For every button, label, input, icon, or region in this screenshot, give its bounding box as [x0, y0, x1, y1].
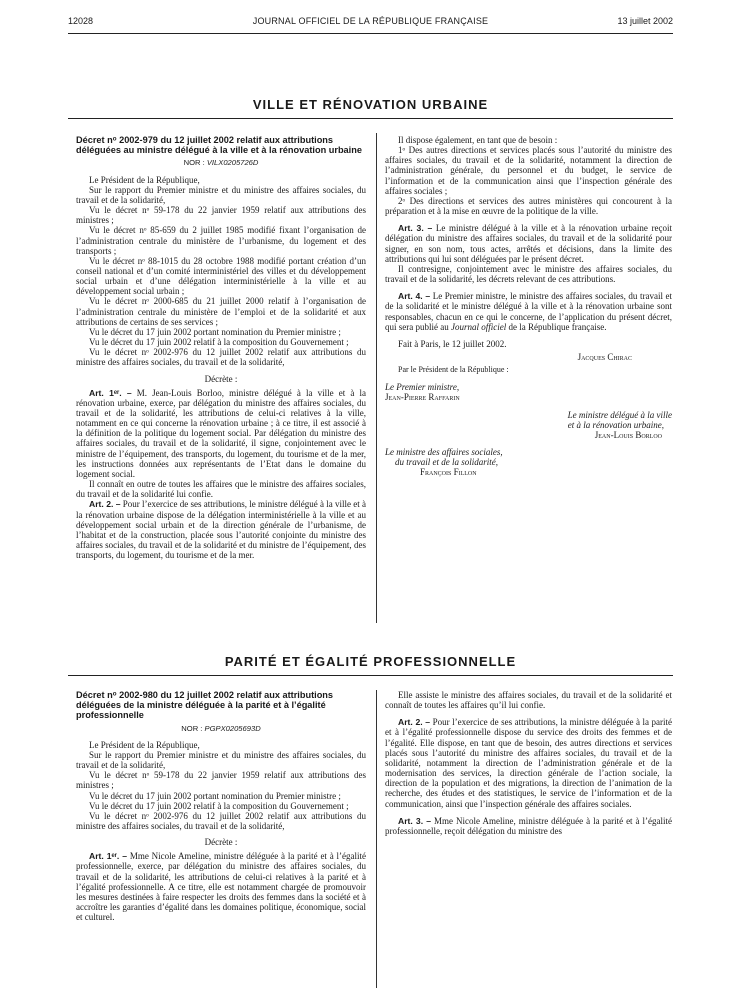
preamble-paragraph: Vu le décret nᵒ 2000-685 du 21 juillet 2000 relatif à l’organisation de l’administration centrale du ministère de l’emploi et de la solidarité et aux attributions de certains de ses services ; — [76, 296, 366, 327]
article-paragraph: 2ᵒ Des directions et services des autres ministères qui concourent à la préparation et à la mise en œuvre de la politique de la ville. — [385, 195, 672, 217]
section-heading-ville: VILLE ET RÉNOVATION URBAINE — [252, 97, 489, 112]
preamble-paragraph: Vu le décret du 17 juin 2002 relatif à la composition du Gouvernement ; — [89, 337, 349, 348]
article-text: Mme Nicole Ameline, ministre déléguée à la parité et à l’égalité professionnelle, exerce, par délégation du ministre des affaires sociales, du travail et de la solidarité, les attributions de celui-ci relatives à la parité et à l’égalité professionnelle. A ce titre, elle est notamment chargée de promouvoir les mesures destinées à faire respecter les droits des femmes dans la société et à accroître les garanties d’égalité dans les domaines politique, économique, social et culturel. — [76, 851, 366, 923]
journal-officiel-italic: Journal officiel — [450, 321, 507, 332]
article-label: Art. 1ᵉʳ. – — [89, 851, 128, 862]
running-header — [68, 16, 673, 30]
pm-title: Le Premier ministre, — [385, 382, 460, 393]
page-number: 12028 — [68, 16, 94, 26]
decrete-label: Décrète : — [204, 837, 238, 848]
par-le-president: Par le Président de la République : — [398, 365, 509, 375]
preamble-paragraph: Vu le décret nᵒ 2002-976 du 12 juillet 2002 relatif aux attributions du ministre des affaires sociales, du travail et de la solidarité, — [76, 810, 366, 832]
decree-980-left-column — [76, 690, 366, 988]
journal-title: JOURNAL OFFICIEL DE LA RÉPUBLIQUE FRANÇAISE — [252, 16, 489, 26]
delegate-title-line-2: et à la rénovation urbaine, — [567, 419, 664, 430]
issue-date: 13 juillet 2002 — [617, 16, 673, 26]
nor-value: VILX0205726D — [206, 158, 259, 168]
article-1 — [76, 851, 366, 922]
article-paragraph: Elle assiste le ministre des affaires sociales, du travail et de la solidarité et connaît de toutes les affaires qu’il lui confie. — [385, 690, 672, 711]
article-label: Art. 2. – — [89, 499, 121, 510]
preamble-paragraph: Vu le décret nᵒ 59-178 du 22 janvier 1959 relatif aux attributions des ministres ; — [76, 770, 366, 791]
section-rule — [68, 675, 673, 676]
preamble-paragraph: Vu le décret du 17 juin 2002 relatif à la composition du Gouvernement ; — [89, 800, 349, 811]
section-heading-parite: PARITÉ ET ÉGALITÉ PROFESSIONNELLE — [224, 654, 517, 669]
article-text: Pour l’exercice de ses attributions, la ministre déléguée à la parité et à l’égalité professionnelle dispose du service des droits des femmes et de l’égalité. Elle dispose, en tant que de besoin, des autres directions et services placés sous l’autorité du ministre des affaires sociales, du travail et de la solidarité, notamment la direction de l’administration générale et de la modernisation des services, la direction générale de l’action sociale, la direction de la population et des migrations, la direction de l’animation de la recherche, des études et des statistiques, le service de l’information et de la communication, ainsi que l’inspection générale des affaires sociales. — [385, 717, 672, 809]
article-label: Art. 3. – — [398, 815, 431, 826]
nor-value: PGPX0205693D — [204, 723, 261, 733]
social-minister-title-line-2: du travail et de la solidarité, — [395, 457, 498, 468]
nor-label: NOR : — [183, 158, 205, 168]
signatory-president: Jacques Chirac — [577, 351, 632, 362]
preamble-paragraph: Vu le décret du 17 juin 2002 portant nomination du Premier ministre ; — [89, 790, 341, 801]
nor-reference — [76, 158, 366, 168]
section-rule — [68, 118, 673, 119]
delegate-title-line-1: Le ministre délégué à la ville — [567, 409, 672, 420]
preamble-paragraph: Vu le décret nᵒ 2002-976 du 12 juillet 2002 relatif aux attributions du ministre des affaires sociales, du travail et de la solidarité, — [76, 347, 366, 368]
article-paragraph: Il contresigne, conjointement avec le ministre des affaires sociales, du travail et de la solidarité, les décrets relevant de ces attributions. — [385, 263, 672, 285]
article-text: Le ministre délégué à la ville et à la rénovation urbaine reçoit délégation du ministre des affaires sociales, du travail et de la solidarité pour signer, en son nom, tous actes, arrêtés et décisions, dans la limite des attributions qui lui sont déléguées par le présent décret. — [385, 223, 672, 264]
pm-name: Jean-Pierre Raffarin — [385, 392, 460, 403]
decree-title: Décret nᵒ 2002-980 du 12 juillet 2002 relatif aux attributions déléguées de la ministre déléguée à la parité et à l’égalité professionnelle — [76, 690, 334, 721]
article-3 — [385, 223, 672, 264]
column-divider — [376, 690, 377, 988]
preamble-paragraph: Vu le décret nᵒ 88-1015 du 28 octobre 1988 modifié portant création d’un conseil national et d’un comité interministériel des villes et du développement social urbain et d’une délégation interministérielle à la ville et au développement social urbain ; — [76, 255, 366, 297]
preamble-paragraph: Vu le décret du 17 juin 2002 portant nomination du Premier ministre ; — [89, 326, 341, 337]
delegate-name: Jean-Louis Borloo — [594, 429, 662, 440]
preamble-paragraph: Sur le rapport du Premier ministre et du ministre des affaires sociales, du travail et de la solidarité, — [76, 749, 366, 771]
preamble-paragraph: Sur le rapport du Premier ministre et du ministre des affaires sociales, du travail et de la solidarité, — [76, 184, 366, 205]
article-label: Art. 3. – — [398, 223, 433, 234]
decree-980-right-column — [385, 690, 672, 988]
article-paragraph: Il dispose également, en tant que de besoin : — [398, 135, 558, 145]
preamble-paragraph: Vu le décret nᵒ 85-659 du 2 juillet 1985 modifié fixant l’organisation de l’administration centrale du ministère de l’urbanisme, du logement et des transports ; — [76, 225, 366, 256]
article-text: M. Jean-Louis Borloo, ministre délégué à la ville et à la rénovation urbaine, exerce, par délégation du ministre des affaires sociales, du travail et de la solidarité, les attributions de celui-ci relatives à la ville, notamment en ce qui concerne la rénovation urbaine ; à ce titre, il est associé à la définition de la politique du logement social. Par délégation du ministre des affaires sociales, du travail et de la solidarité, il signe, conjointement avec le ministre de l’équipement, des transports, du logement, du tourisme et de la mer, les instructions données aux représentants de l’Etat dans le domaine du logement social. — [76, 387, 366, 479]
article-2 — [385, 717, 672, 808]
article-text: Pour l’exercice de ses attributions, le ministre délégué à la ville et à la rénovation urbaine dispose de la délégation interministérielle à la ville et au développement social urbain et de la direction générale de l’urbanisme, de l’habitat et de la construction, placée sous l’autorité conjointe du ministre des affaires sociales, du travail et de la solidarité et du ministre de l’équipement, des transports, du logement, du tourisme et de la mer. — [76, 499, 366, 561]
signature-place-date: Fait à Paris, le 12 juillet 2002. — [398, 338, 507, 349]
preamble-paragraph: Le Président de la République, — [89, 739, 200, 750]
decree-979-right-column — [385, 135, 672, 625]
social-minister-title-line-1: Le ministre des affaires sociales, — [385, 447, 503, 458]
article-text: Mme Nicole Ameline, ministre déléguée à la parité et à l’égalité professionnelle, reçoit délégation du ministre des — [385, 815, 672, 836]
article-label: Art. 1ᵉʳ. – — [89, 387, 132, 398]
article-2 — [76, 499, 366, 560]
article-label: Art. 2. – — [398, 717, 431, 728]
article-paragraph: Il connaît en outre de toutes les affaires que le ministre des affaires sociales, du travail et de la solidarité lui confie. — [76, 479, 366, 500]
preamble-paragraph: Vu le décret nᵒ 59-178 du 22 janvier 1959 relatif aux attributions des ministres ; — [76, 205, 366, 226]
decree-title: Décret nᵒ 2002-979 du 12 juillet 2002 relatif aux attributions déléguées au ministre délégué à la ville et à la rénovation urbaine — [76, 135, 362, 156]
header-rule — [68, 33, 673, 34]
preamble-paragraph: Le Président de la République, — [89, 174, 200, 185]
social-minister-name: François Fillon — [420, 467, 477, 478]
decree-979-left-column — [76, 135, 366, 560]
decrete-label: Décrète : — [204, 373, 238, 384]
article-1 — [76, 388, 366, 479]
nor-reference — [76, 724, 366, 734]
article-text: de la République française. — [508, 321, 607, 332]
article-text: Le Premier ministre, le ministre des affaires sociales, du travail et de la solidarité et le ministre délégué à la ville et à la rénovation urbaine sont responsables, chacun en ce qui le concerne, de l’application du présent décret, qui sera publié au — [385, 291, 672, 332]
article-3 — [385, 816, 672, 836]
nor-label: NOR : — [181, 723, 203, 733]
article-label: Art. 4. – — [398, 291, 431, 302]
article-4 — [385, 291, 672, 332]
article-paragraph: 1ᵒ Des autres directions et services placés sous l’autorité du ministre des affaires sociales, du travail et de la solidarité, notamment la direction de l’administration générale, du personnel et du budget, le service de l’information et de la communication ainsi que l’inspection générale des affaires sociales ; — [385, 145, 672, 196]
column-divider — [376, 133, 377, 623]
